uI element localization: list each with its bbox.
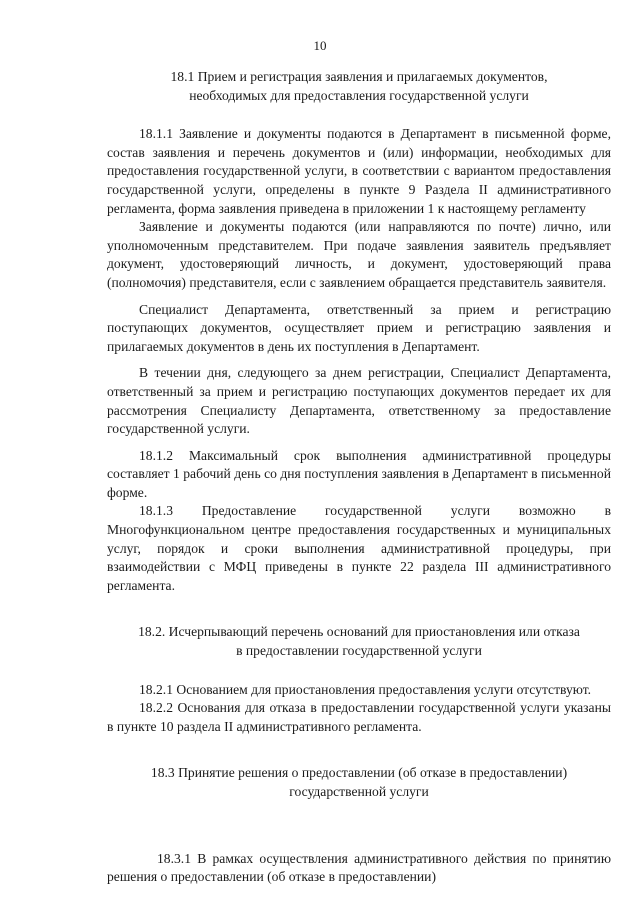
paragraph-18-2-2: 18.2.2 Основания для отказа в предоставлении государственной услуги указаны в пункте 10 раздела II административного регламента. bbox=[107, 700, 611, 734]
document-body bbox=[107, 68, 611, 887]
section-heading-line: 18.2. Исчерпывающий перечень оснований для приостановления или отказа bbox=[138, 624, 580, 640]
paragraph: В течении дня, следующего за днем регистрации, Специалист Департамента, ответственный за прием и регистрацию поступающих документов передает их для рассмотрения Специалисту Департамента, ответственному за предоставление государственной услуги. bbox=[107, 365, 611, 437]
paragraph-18-1-3: 18.1.3 Предоставление государственной услуги возможно в Многофункциональном центре предоставления государственных и муниципальных услуг, порядок и сроки выполнения административной процедуры, при взаимодействии с МФЦ приведены в пункте 22 раздела III административного регламента. bbox=[107, 503, 611, 593]
paragraph-18-1-2: 18.1.2 Максимальный срок выполнения административной процедуры составляет 1 рабочий день со дня поступления заявления в Департамент в письменной форме. bbox=[107, 447, 611, 500]
section-heading-line: необходимых для предоставления государственной услуги bbox=[189, 87, 529, 103]
paragraph-18-2-1: 18.2.1 Основанием для приостановления предоставления услуги отсутствуют. bbox=[139, 681, 592, 697]
section-heading-line: государственной услуги bbox=[289, 784, 429, 799]
paragraph-18-1-1: 18.1.1 Заявление и документы подаются в Департамент в письменной форме, состав заявления и перечень документов и (или) информации, необходимых для предоставления государственной услуги, в соответствии с вариантом предоставления государственной услуги, определены в пункте 9 Раздела II административного регламента, форма заявления приведена в приложении 1 к настоящему регламенту bbox=[107, 126, 611, 216]
paragraph: Заявление и документы подаются (или направляются по почте) лично, или уполномоченным представителем. При подаче заявления заявитель предъявляет документ, удостоверяющий личность, и документ, удостоверяющий права (полномочия) представителя, если с заявлением обращается представитель заявителя. bbox=[107, 219, 611, 290]
section-heading-line: 18.3 Принятие решения о предоставлении (об отказе в предоставлении) bbox=[150, 765, 568, 781]
section-18-2 bbox=[107, 623, 611, 736]
section-18-1 bbox=[107, 68, 611, 595]
paragraph: Специалист Департамента, ответственный за прием и регистрацию поступающих документов, осуществляет прием и регистрацию заявления и прилагаемых документов в день их поступления в Департамент. bbox=[107, 301, 611, 354]
section-heading-line: 18.1 Прием и регистрация заявления и прилагаемых документов, bbox=[170, 69, 548, 84]
section-18-3 bbox=[107, 764, 611, 886]
page-number: 10 bbox=[313, 38, 327, 53]
section-heading-line: в предоставлении государственной услуги bbox=[236, 643, 482, 659]
paragraph-18-3-1: 18.3.1 В рамках осуществления административного действия по принятию решения о предоставлении (об отказе в предоставлении) bbox=[107, 850, 611, 885]
